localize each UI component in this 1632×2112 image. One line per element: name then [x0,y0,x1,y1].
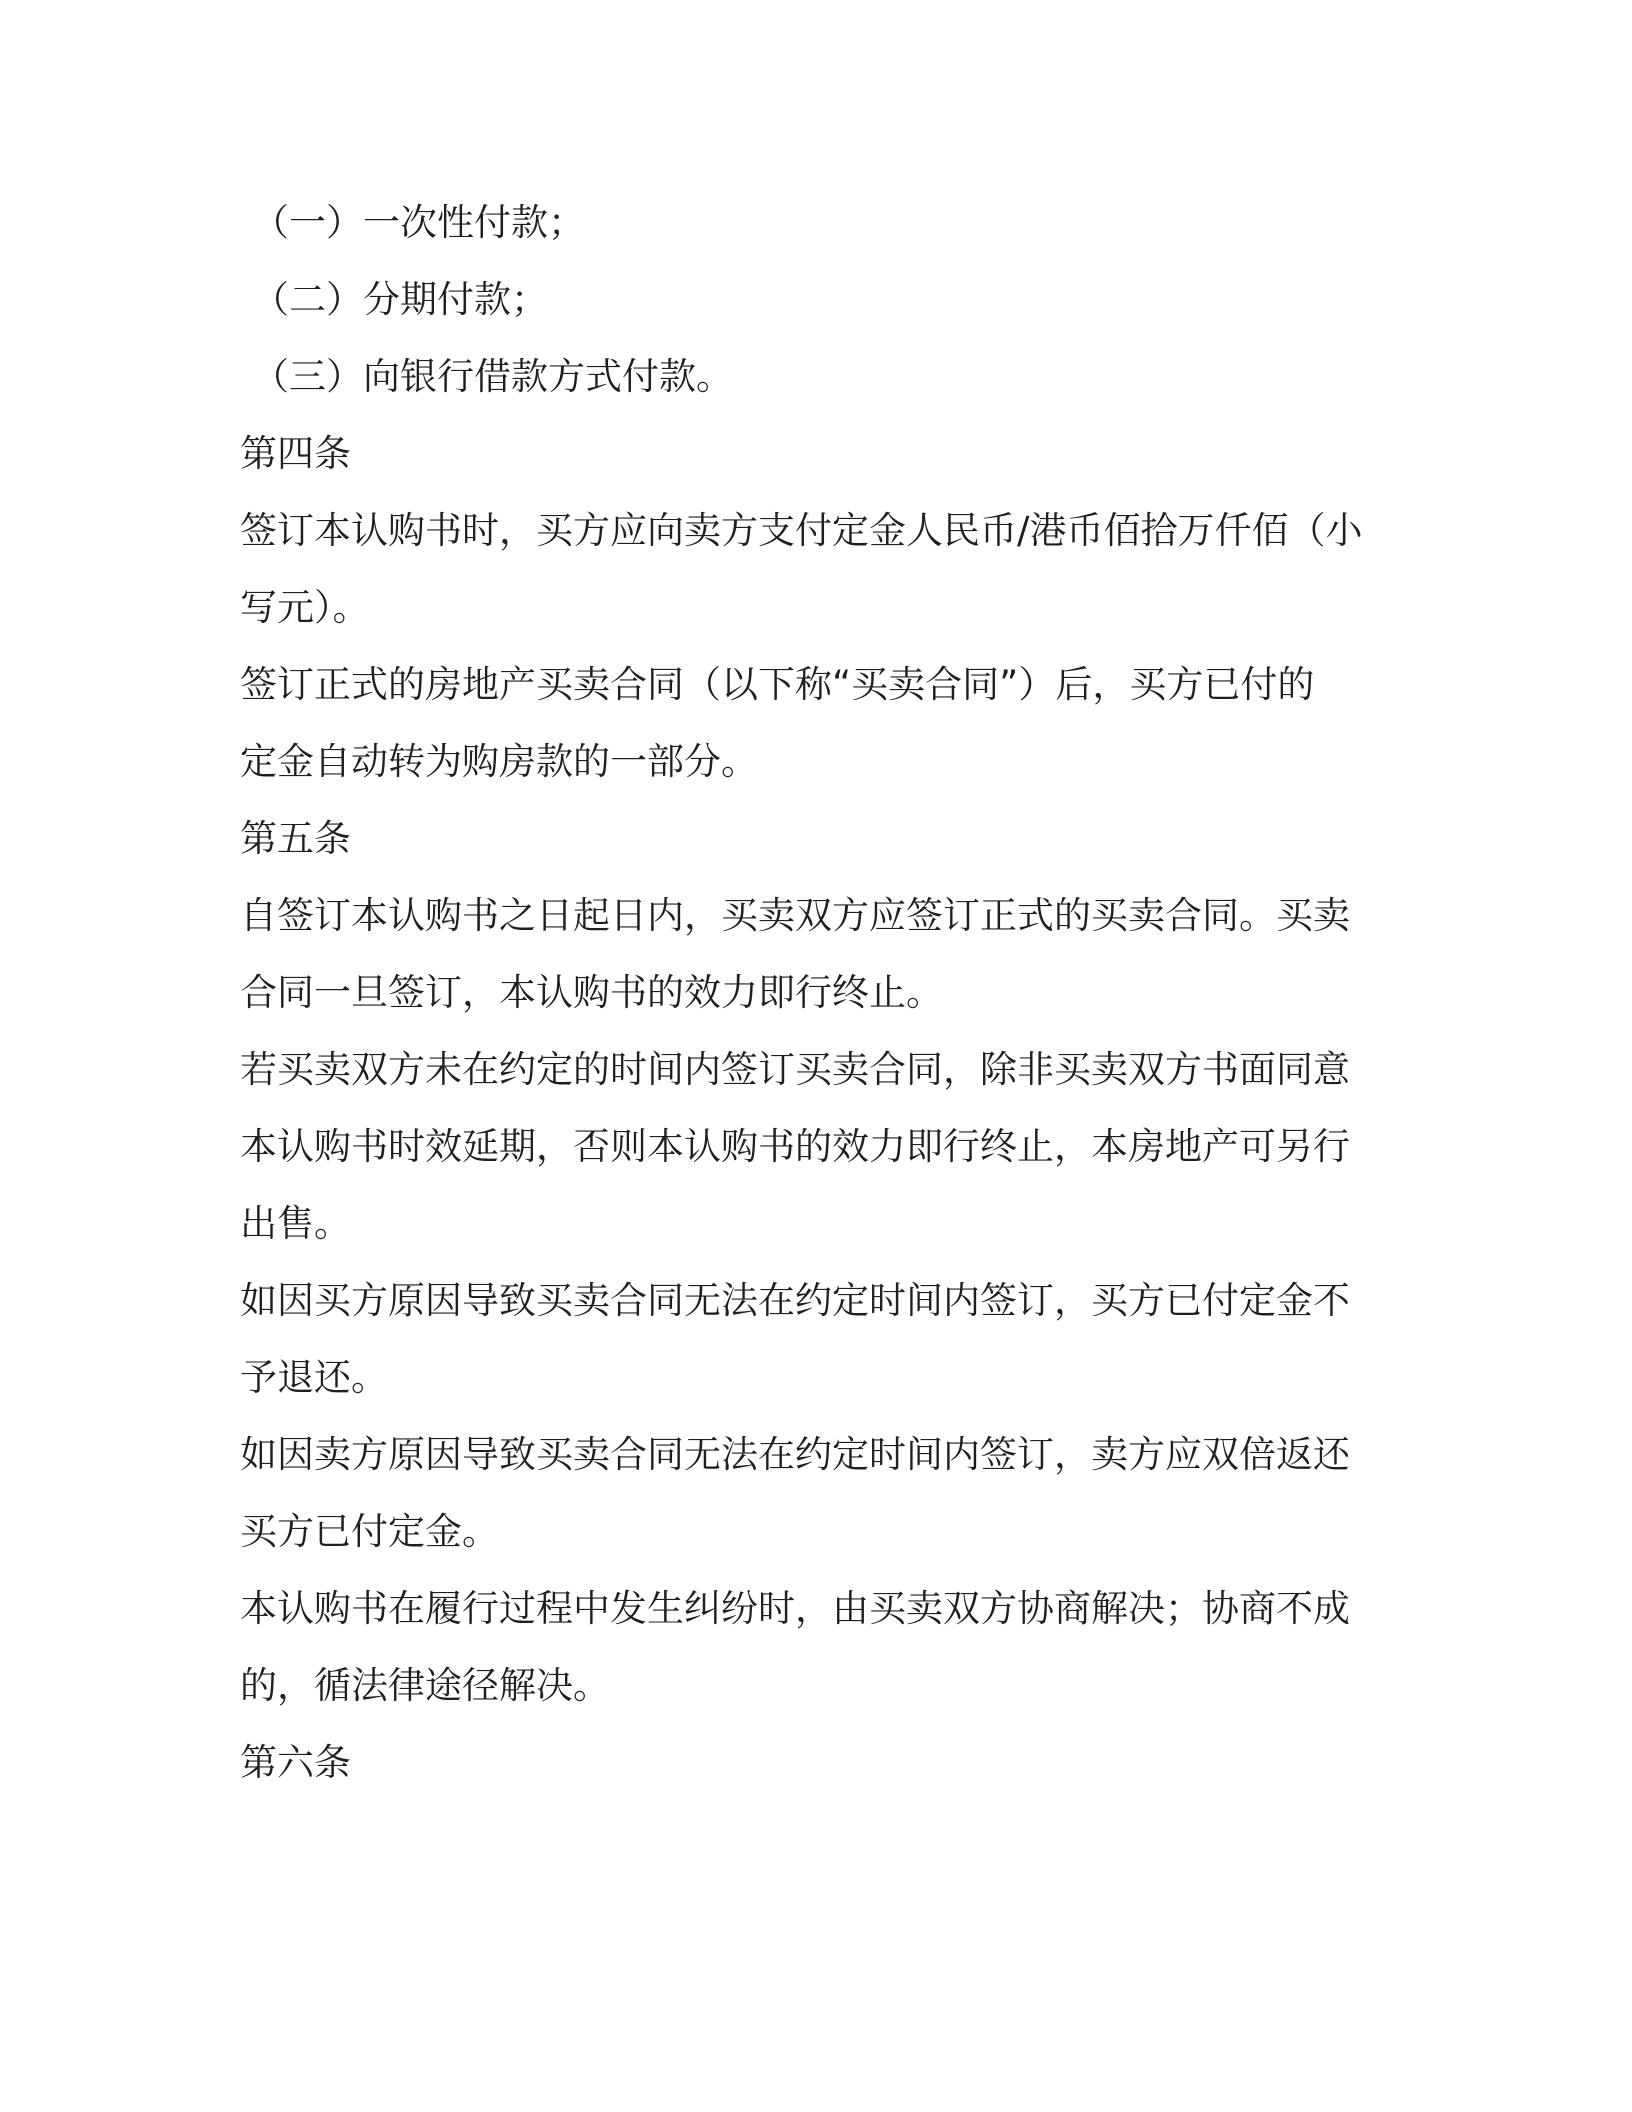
article-5-line: 如因卖方原因导致买卖合同无法在约定时间内签订，卖方应双倍返还 [240,1433,1350,1476]
article-6-heading: 第六条 [240,1741,351,1784]
article-5-line: 自签订本认购书之日起日内，买卖双方应签订正式的买卖合同。买卖 [240,894,1350,937]
article-5-line: 本认购书时效延期，否则本认购书的效力即行终止，本房地产可另行 [240,1125,1350,1168]
article-5-line: 的，循法律途径解决。 [240,1664,610,1707]
article-5-line: 买方已付定金。 [240,1510,499,1553]
payment-option: （三）向银行借款方式付款。 [252,355,733,398]
article-5-line: 本认购书在履行过程中发生纠纷时，由买卖双方协商解决；协商不成 [240,1587,1350,1630]
article-5-line: 若买卖双方未在约定的时间内签订买卖合同，除非买卖双方书面同意 [240,1048,1350,1091]
article-5-line: 如因买方原因导致买卖合同无法在约定时间内签订，买方已付定金不 [240,1279,1350,1322]
article-5-line: 予退还。 [240,1356,388,1399]
article-4-line: 定金自动转为购房款的一部分。 [240,740,758,783]
payment-option: （一）一次性付款； [252,201,585,244]
article-4-line: 签订本认购书时，买方应向卖方支付定金人民币/港币佰拾万仟佰（小 [240,509,1363,552]
payment-option: （二）分期付款； [252,278,548,321]
article-5-line: 合同一旦签订，本认购书的效力即行终止。 [240,971,943,1014]
document-body [240,184,1380,1801]
article-5-line: 出售。 [240,1202,351,1245]
article-4-line: 写元）。 [240,586,370,629]
article-5-heading: 第五条 [240,817,351,860]
article-4-line: 签订正式的房地产买卖合同（以下称“买卖合同”）后，买方已付的 [240,663,1315,706]
article-4-heading: 第四条 [240,432,351,475]
